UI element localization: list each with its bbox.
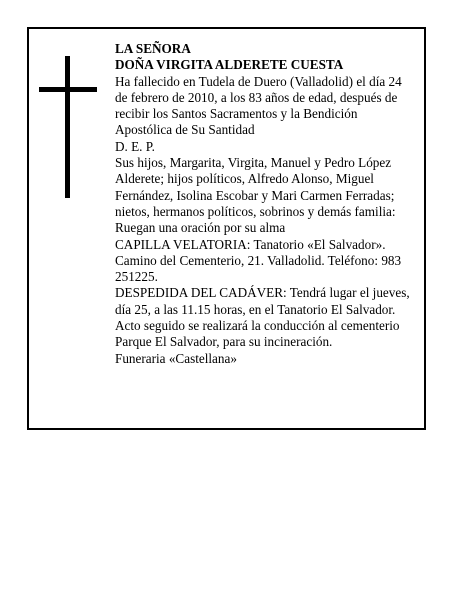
funeral-chapel-info: CAPILLA VELATORIA: Tanatorio «El Salvador». Camino del Cementerio, 21. Valladolid. Teléfono: 983 251225.	[115, 236, 402, 285]
family-list: Sus hijos, Margarita, Virgita, Manuel y Pedro López Alderete; hijos políticos, Alfredo Alonso, Miguel Fernández, Isolina Escobar y Mari Carmen Ferradas; nietos, hermanos políticos, sobrinos y demás familia:	[115, 155, 396, 219]
notice-title-line-1: LA SEÑORA	[115, 41, 191, 56]
notice-text	[115, 41, 417, 367]
cross-horizontal-bar	[39, 87, 97, 92]
funeral-home: Funeraria «Castellana»	[115, 350, 237, 366]
rest-in-peace: D. E. P.	[115, 138, 155, 154]
farewell-info: DESPEDIDA DEL CADÁVER: Tendrá lugar el jueves, día 25, a las 11.15 horas, en el Tanatorio El Salvador. Acto seguido se realizará la conducción al cementerio Parque El Salvador, para su incineración.	[115, 285, 410, 350]
deceased-name: DOÑA VIRGITA ALDERETE CUESTA	[115, 57, 344, 73]
latin-cross-icon	[39, 56, 97, 198]
prayer-request: Ruegan una oración por su alma	[115, 220, 286, 236]
cross-vertical-bar	[65, 56, 70, 198]
death-announcement: Ha fallecido en Tudela de Duero (Valladolid) el día 24 de febrero de 2010, a los 83 años de edad, después de recibir los Santos Sacramentos y la Bendición Apostólica de Su Santidad	[115, 73, 402, 138]
obituary-notice	[27, 27, 426, 430]
